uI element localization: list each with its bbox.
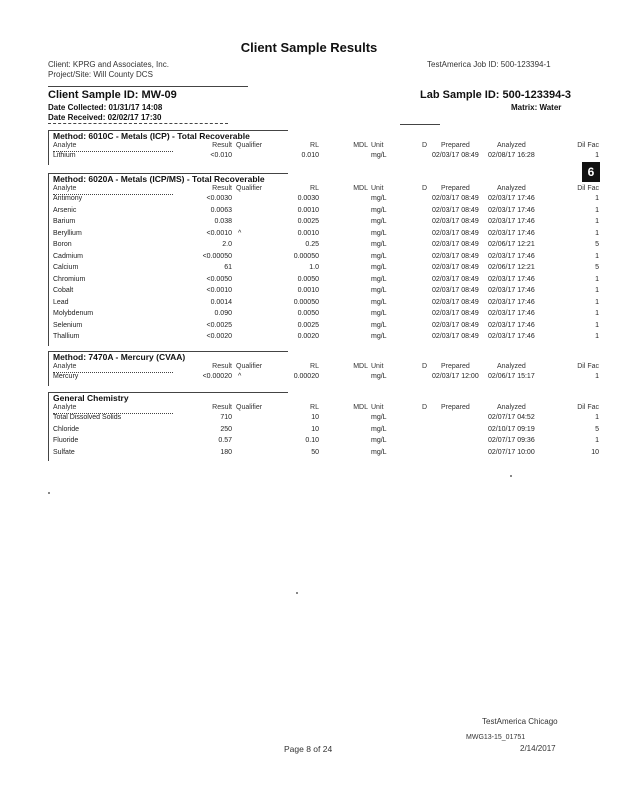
unit-value: mg/L [371,333,387,340]
column-header-rl: RL [310,363,319,370]
column-header-result: Result [212,185,232,192]
rl-value: 0.0020 [297,333,319,340]
unit-value: mg/L [371,321,387,329]
rl-value: 0.00050 [293,298,319,306]
section-left-rule [48,131,49,165]
prepared-date: 02/03/17 08:49 [432,152,479,159]
analyte-name: Boron [53,241,72,248]
dilfac-value: 1 [595,437,599,444]
column-header-mdl: MDL [353,142,368,149]
job-id: TestAmerica Job ID: 500-123394-1 [427,60,551,69]
client-sample-id: Client Sample ID: MW-09 [48,89,177,101]
column-header-mdl: MDL [353,404,368,411]
analyte-name: Chromium [53,275,86,283]
analyte-name: Chloride [53,425,80,433]
analyte-name: Thallium [53,333,80,340]
analyzed-date: 02/06/17 12:21 [488,264,535,271]
qualifier-value: ^ [238,373,242,380]
dilfac-value: 5 [595,264,599,271]
analyzed-date: 02/10/17 09:19 [488,425,535,433]
scan-speck [48,492,50,494]
dilfac-value: 1 [595,333,599,340]
analyte-name: Calcium [53,264,79,271]
prepared-date: 02/03/17 08:49 [432,298,479,306]
analyzed-date: 02/03/17 17:46 [488,218,535,225]
result-value: 0.0063 [210,206,232,214]
unit-value: mg/L [371,373,387,380]
rl-value: 0.0025 [297,321,319,329]
page-number: Page 8 of 24 [284,744,333,754]
unit-value: mg/L [371,425,387,433]
column-header-qualifier: Qualifier [236,404,263,411]
dilfac-value: 1 [595,373,599,380]
analyte-name: Mercury [53,373,79,380]
received-rule [48,123,228,124]
column-header-analyzed: Analyzed [497,142,526,149]
prepared-date: 02/03/17 08:49 [432,275,479,283]
qualifier-value: ^ [238,229,242,237]
prepared-date: 02/03/17 08:49 [432,321,479,329]
analyzed-date: 02/07/17 04:52 [488,414,535,421]
dilfac-value: 1 [595,414,599,421]
dilfac-value: 1 [595,152,599,159]
analyte-name: Selenium [53,321,83,329]
analyte-name: Beryllium [53,229,82,237]
result-value: <0.0050 [206,275,232,283]
analyte-name: Total Dissolved Solids [53,414,122,421]
prepared-date: 02/03/17 08:49 [432,264,479,271]
result-value: 180 [220,448,232,456]
section-title: Method: 7470A - Mercury (CVAA) [53,352,186,362]
analyzed-date: 02/03/17 17:46 [488,206,535,214]
result-value: <0.0010 [206,229,232,237]
rl-value: 0.00020 [293,373,319,380]
section-left-rule [48,174,49,346]
column-header-qualifier: Qualifier [236,363,263,370]
rl-value: 0.010 [301,152,319,159]
rl-value: 0.0010 [297,206,319,214]
analyzed-date: 02/07/17 10:00 [488,448,535,456]
result-value: <0.0030 [206,195,232,202]
footer-date: 2/14/2017 [520,744,556,753]
analyte-name: Cobalt [53,287,74,294]
column-header-d: D [422,363,428,370]
dilfac-value: 1 [595,310,599,317]
column-header-qualifier: Qualifier [236,185,263,192]
result-value: <0.00050 [202,252,232,260]
column-header-rl: RL [310,404,319,411]
unit-value: mg/L [371,252,387,260]
date-received: Date Received: 02/02/17 17:30 [48,113,162,122]
column-header-unit: Unit [371,142,384,149]
column-header-analyte: Analyte [53,185,77,192]
unit-value: mg/L [371,229,387,237]
section-left-rule [48,352,49,386]
result-value: <0.00020 [202,373,232,380]
prepared-date: 02/03/17 08:49 [432,206,479,214]
dilfac-value: 1 [595,218,599,225]
rl-value: 50 [311,448,319,456]
analyzed-date: 02/03/17 17:46 [488,275,535,283]
analyte-name: Molybdenum [53,310,94,317]
analyzed-date: 02/03/17 17:46 [488,321,535,329]
analyzed-date: 02/03/17 17:46 [488,333,535,340]
unit-value: mg/L [371,437,387,444]
prepared-date: 02/03/17 08:49 [432,287,479,294]
column-header-dilfac: Dil Fac [577,404,599,411]
date-collected: Date Collected: 01/31/17 14:08 [48,103,163,112]
column-header-dilfac: Dil Fac [577,142,599,149]
analyte-name: Arsenic [53,206,77,214]
document-id: MWG13-15_01751 [466,734,526,741]
dilfac-value: 1 [595,206,599,214]
analyzed-date: 02/08/17 16:28 [488,152,535,159]
result-value: <0.0025 [206,321,232,329]
analyte-name: Barium [53,218,76,225]
dilfac-value: 1 [595,298,599,306]
column-header-analyzed: Analyzed [497,363,526,370]
result-value: <0.0020 [206,333,232,340]
unit-value: mg/L [371,310,387,317]
section-left-rule [48,393,49,461]
unit-value: mg/L [371,287,387,294]
column-header-prepared: Prepared [441,363,470,370]
column-header-result: Result [212,363,232,370]
dilfac-value: 1 [595,287,599,294]
unit-value: mg/L [371,264,387,271]
matrix: Matrix: Water [511,103,562,112]
result-value: 2.0 [222,241,232,248]
analyte-name: Cadmium [53,252,83,260]
mark-rule [400,124,440,125]
dilfac-value: 1 [595,229,599,237]
footer-lab: TestAmerica Chicago [482,717,558,726]
column-header-qualifier: Qualifier [236,142,263,149]
section-title: General Chemistry [53,393,129,403]
unit-value: mg/L [371,152,387,159]
dilfac-value: 1 [595,195,599,202]
unit-value: mg/L [371,241,387,248]
rl-value: 0.0025 [297,218,319,225]
column-header-prepared: Prepared [441,185,470,192]
result-value: <0.010 [210,152,232,159]
analyzed-date: 02/03/17 17:46 [488,287,535,294]
column-header-dilfac: Dil Fac [577,185,599,192]
section-title: Method: 6020A - Metals (ICP/MS) - Total Recoverable [53,174,265,184]
analyzed-date: 02/03/17 17:46 [488,252,535,260]
dilfac-value: 10 [591,448,599,456]
rl-value: 0.00050 [293,252,319,260]
scan-speck [510,475,512,477]
page-title: Client Sample Results [240,40,378,55]
column-header-analyte: Analyte [53,142,77,149]
analyte-name: Lithium [53,152,76,159]
unit-value: mg/L [371,275,387,283]
column-header-d: D [422,142,428,149]
column-header-d: D [422,404,428,411]
rl-value: 10 [311,414,319,421]
rl-value: 0.0010 [297,287,319,294]
result-value: 710 [220,414,232,421]
result-value: <0.0010 [206,287,232,294]
rl-value: 0.0030 [297,195,319,202]
column-header-result: Result [212,142,232,149]
prepared-date: 02/03/17 08:49 [432,195,479,202]
rl-value: 0.0050 [297,275,319,283]
column-header-mdl: MDL [353,363,368,370]
project-site: Project/Site: Will County DCS [48,70,153,79]
column-header-d: D [422,185,428,192]
dilfac-value: 1 [595,252,599,260]
scan-speck [296,592,298,594]
unit-value: mg/L [371,448,387,456]
rl-value: 0.10 [305,437,319,444]
rl-value: 0.0050 [297,310,319,317]
tab-marker: 6 [582,162,600,182]
unit-value: mg/L [371,218,387,225]
analyzed-date: 02/07/17 09:36 [488,437,535,444]
analyzed-date: 02/03/17 17:46 [488,298,535,306]
dilfac-value: 1 [595,321,599,329]
result-value: 250 [220,425,232,433]
column-header-rl: RL [310,142,319,149]
result-value: 0.090 [214,310,232,317]
column-header-mdl: MDL [353,185,368,192]
analyzed-date: 02/03/17 17:46 [488,195,535,202]
result-value: 0.038 [214,218,232,225]
analyzed-date: 02/06/17 15:17 [488,373,535,380]
unit-value: mg/L [371,414,387,421]
column-header-analyzed: Analyzed [497,185,526,192]
column-header-analyte: Analyte [53,404,77,411]
analyzed-date: 02/06/17 12:21 [488,241,535,248]
column-header-prepared: Prepared [441,404,470,411]
client-name: Client: KPRG and Associates, Inc. [48,60,169,69]
prepared-date: 02/03/17 08:49 [432,310,479,317]
analyte-name: Antimony [53,195,83,202]
column-header-dilfac: Dil Fac [577,363,599,370]
result-value: 0.0014 [210,298,232,306]
rl-value: 10 [311,425,319,433]
rl-value: 0.25 [305,241,319,248]
dilfac-value: 5 [595,241,599,248]
result-value: 0.57 [218,437,232,444]
rl-value: 1.0 [309,264,319,271]
column-header-unit: Unit [371,185,384,192]
column-header-analyte: Analyte [53,363,77,370]
analyzed-date: 02/03/17 17:46 [488,229,535,237]
prepared-date: 02/03/17 08:49 [432,241,479,248]
prepared-date: 02/03/17 08:49 [432,229,479,237]
dilfac-value: 1 [595,275,599,283]
analyzed-date: 02/03/17 17:46 [488,310,535,317]
column-header-prepared: Prepared [441,142,470,149]
unit-value: mg/L [371,206,387,214]
prepared-date: 02/03/17 08:49 [432,333,479,340]
column-header-rl: RL [310,185,319,192]
section-title: Method: 6010C - Metals (ICP) - Total Recoverable [53,131,250,141]
analyte-name: Lead [53,298,69,306]
analyte-name: Fluoride [53,437,79,444]
column-header-unit: Unit [371,404,384,411]
unit-value: mg/L [371,195,387,202]
prepared-date: 02/03/17 08:49 [432,252,479,260]
prepared-date: 02/03/17 08:49 [432,218,479,225]
column-header-analyzed: Analyzed [497,404,526,411]
header-rule [48,86,248,87]
analyte-name: Sulfate [53,448,75,456]
prepared-date: 02/03/17 12:00 [432,373,479,380]
column-header-result: Result [212,404,232,411]
result-value: 61 [224,264,232,271]
unit-value: mg/L [371,298,387,306]
rl-value: 0.0010 [297,229,319,237]
column-header-unit: Unit [371,363,384,370]
lab-sample-id: Lab Sample ID: 500-123394-3 [420,89,572,101]
dilfac-value: 5 [595,425,599,433]
